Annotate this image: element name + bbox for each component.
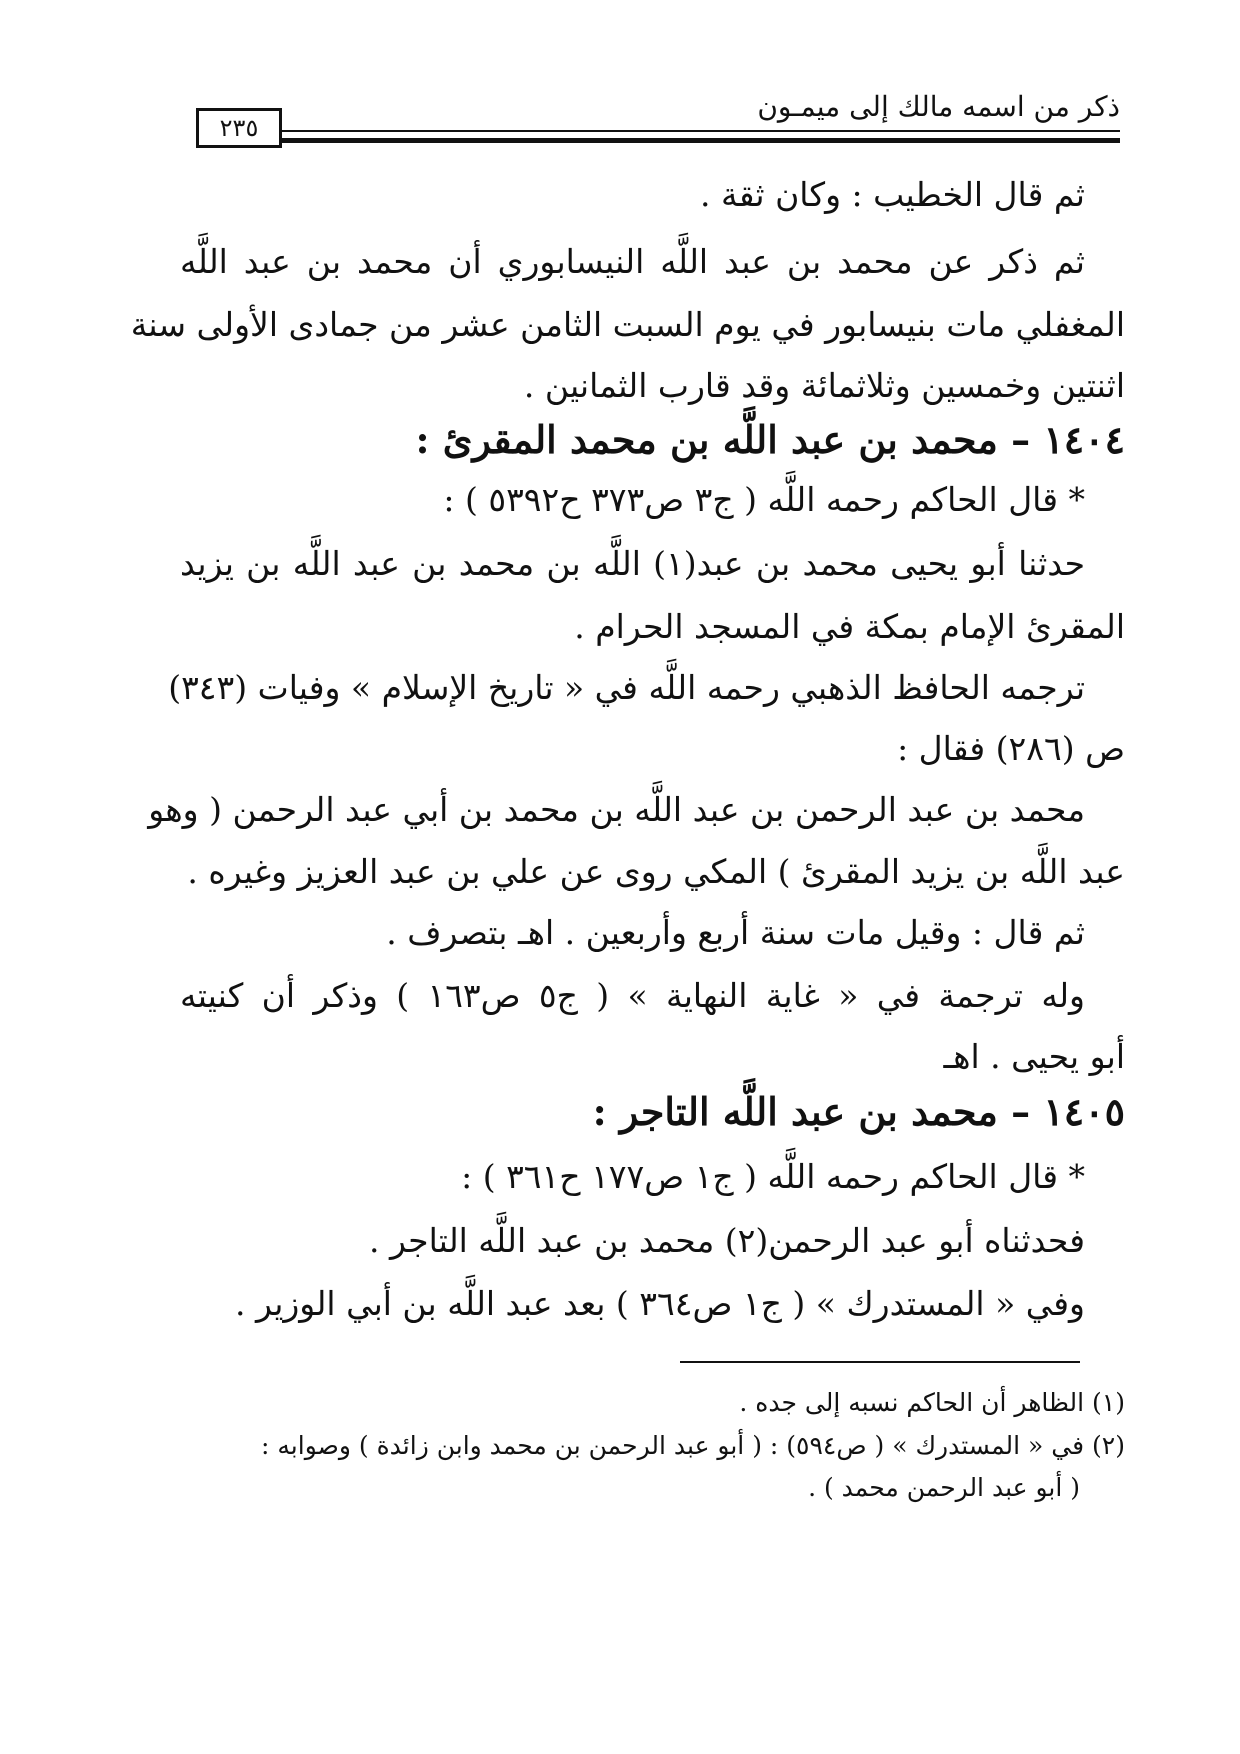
running-title: ذكر من اسمه مالك إلى ميمـون bbox=[757, 90, 1120, 123]
text-line: ترجمه الحافظ الذهبي رحمه اللَّه في « تاريخ الإسلام » وفيات (٣٤٣) bbox=[168, 668, 1085, 707]
text-line: ثم ذكر عن محمد بن عبد اللَّه النيسابوري أن محمد بن عبد اللَّه bbox=[180, 242, 1085, 281]
text-line: المقرئ الإمام بمكة في المسجد الحرام . bbox=[574, 607, 1125, 646]
text-line: ثم قال : وقيل مات سنة أربع وأربعين . اهـ بتصرف . bbox=[386, 913, 1085, 952]
text-line: وله ترجمة في « غاية النهاية » ( ج٥ ص١٦٣ ) وذكر أن كنيته bbox=[180, 976, 1085, 1015]
header-rule-thin bbox=[282, 130, 1120, 132]
footnote: (١) الظاهر أن الحاكم نسبه إلى جده . bbox=[739, 1388, 1125, 1417]
text-line: * قال الحاكم رحمه اللَّه ( ج٣ ص٣٧٣ ح٥٣٩٢ ) : bbox=[443, 480, 1085, 519]
footnote-separator bbox=[680, 1361, 1080, 1363]
entry-heading: ١٤٠٤ – محمد بن عبد اللَّه بن محمد المقرئ : bbox=[415, 417, 1125, 462]
text-line: وفي « المستدرك » ( ج١ ص٣٦٤ ) بعد عبد اللَّه بن أبي الوزير . bbox=[235, 1284, 1085, 1323]
footnote-continuation: ( أبو عبد الرحمن محمد ) . bbox=[808, 1473, 1080, 1502]
text-line: اثنتين وخمسين وثلاثمائة وقد قارب الثمانين . bbox=[523, 366, 1125, 405]
text-line: ثم قال الخطيب : وكان ثقة . bbox=[700, 175, 1085, 214]
footnote: (٢) في « المستدرك » ( ص٥٩٤) : ( أبو عبد الرحمن بن محمد وابن زائدة ) وصوابه : bbox=[261, 1431, 1125, 1460]
text-line: * قال الحاكم رحمه اللَّه ( ج١ ص١٧٧ ح٣٦١ ) : bbox=[461, 1157, 1085, 1196]
header-rule-thick bbox=[282, 138, 1120, 143]
text-line: المغفلي مات بنيسابور في يوم السبت الثامن عشر من جمادى الأولى سنة bbox=[130, 305, 1125, 344]
text-line: حدثنا أبو يحيى محمد بن عبد(١) اللَّه بن محمد بن عبد اللَّه بن يزيد bbox=[180, 544, 1086, 583]
text-line: ص (٢٨٦) فقال : bbox=[897, 729, 1125, 768]
text-line: عبد اللَّه بن يزيد المقرئ ) المكي روى عن علي بن عبد العزيز وغيره . bbox=[187, 852, 1125, 891]
text-line: محمد بن عبد الرحمن بن عبد اللَّه بن محمد بن أبي عبد الرحمن ( وهو bbox=[148, 790, 1085, 829]
page-number: ٢٣٥ bbox=[196, 108, 282, 148]
text-line: فحدثناه أبو عبد الرحمن(٢) محمد بن عبد اللَّه التاجر . bbox=[368, 1221, 1085, 1260]
text-line: أبو يحيى . اهـ bbox=[943, 1037, 1125, 1076]
entry-heading: ١٤٠٥ – محمد بن عبد اللَّه التاجر : bbox=[592, 1089, 1125, 1134]
